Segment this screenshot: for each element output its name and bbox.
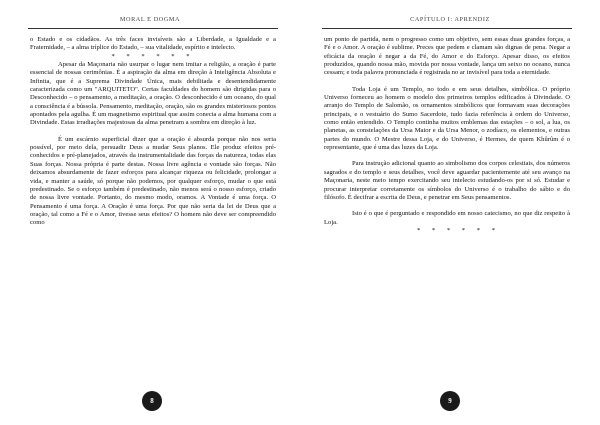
page-number: 9 bbox=[440, 391, 460, 411]
page-body bbox=[30, 36, 276, 228]
paragraph: Para instrução adicional quanto ao simbolismo dos corpos celestiais, dos números sagrados e do templo e seus detalhes, você deve aguardar pacientemente até seu avanço na Maçonaria, neste meio tempo exercitando seu intelecto estudando-os por si só. Estudar e procurar interpretar corretamente os símbolos do Universo é o trabalho do sábio e do filósofo. É decifrar a escrita de Deus, e penetrar em Seus pensamentos. bbox=[324, 160, 570, 201]
paragraph: Isto é o que é perguntado e respondido em nosso catecismo, no que diz respeito à Loja. bbox=[324, 210, 570, 226]
paragraph: Apesar da Maçonaria não usurpar o lugar nem imitar a religião, a oração é parte essencial de nossas cerimônias. É a aspiração da alma em direção à Inteligência Absoluta e Infinita, que é a Suprema Divindade Única, mais debilitada e desentendidamente caracterizada como um "ARQUITETO". Certas faculdades do homem são dirigidas para o Desconhecido – o pensamento, a meditação, a oração. O desconhecido é um oceano, do qual a consciência é a bússola. Pensamento, meditação, oração, são os grandes misteriosos pontos apontados pela agulha. É um magnetismo espiritual que assim conecta a alma humana com a Divindade. Estas irradiações majestosas da alma penetram a sombra em direção à luz. bbox=[30, 61, 276, 127]
section-divider: * * * * * * bbox=[111, 52, 195, 60]
paragraph: É um escárnio superficial dizer que a oração é absurda porque não nos seria possível, por meio dela, persuadir Deus a mudar Seus planos. Ele produz efeitos pré-conhecidos e pré-planejados, através da instrumentalidade das forças da natureza, todas elas Suas forças. Nossa própria é parte destas. Nossa livre agência e vontade são forças. Não deixamos absurdamente de fazer esforços para alcançar riqueza ou felicidade, prolongar a vida, e manter a saúde, só porque não podemos, por qualquer esforço, mudar o que está predestinado. Se o esforço também é predestinado, não menos será o nosso esforço, criado de nossa livre vontade. Portanto, do mesmo modo, oramos. A Vontade é uma força. O Pensamento é uma força. A Oração é uma força. Por que não seria da lei de Deus que a oração, tal como a Fé e o Amor, tivesse seus efeitos? O homem não deve ser compreendido como bbox=[30, 135, 276, 227]
right-page bbox=[300, 0, 600, 425]
running-header: MORAL E DOGMA bbox=[119, 16, 181, 23]
page-body bbox=[324, 36, 570, 235]
paragraph: um ponto de partida, nem o progresso como um objetivo, sem essas duas grandes forças, a Fé e o Amor. A oração é sublime. Preces que pedem e clamam são dignas de pena. Negar a eficácia da oração é negar a da Fé, do Amor e do Esforço. Apesar disso, os efeitos produzidos, quando nossa mão, movida por nossa vontade, lança um seixo no oceano, nunca cessam; e toda palavra pronunciada é registrada no ar invisível para toda a eternidade. bbox=[324, 36, 570, 77]
header-rule bbox=[322, 28, 572, 29]
section-divider: * * * * * * bbox=[416, 226, 500, 234]
page-number: 8 bbox=[142, 391, 162, 411]
paragraph: Toda Loja é um Templo, no todo e em seus detalhes, simbólica. O próprio Universo forneceu ao homem o modelo dos primeiros templos edificados à Divindade. O arranjo do Templo de Salomão, os ornamentos simbólicos que formavam suas decorações principais, e o vestuário do Sumo Sacerdote, tudo fazia referência à ordem do Universo, como então entendido. O Templo continha muitos emblemas das estações – o sol, a lua, os planetas, as constelações da Ursa Maior e da Ursa Menor, o zodíaco, os elementos, e outras partes do mundo. O Mestre dessa Loja, e do Universo, é Hermes, de quem Khûrûm é o representante, que é uma das luzes da Loja. bbox=[324, 85, 570, 152]
running-header: CAPÍTULO I: APRENDIZ bbox=[410, 16, 490, 23]
header-rule bbox=[28, 28, 278, 29]
paragraph: o Estado e os cidadãos. As três faces invisíveis são a Liberdade, a Igualdade e a Fraternidade, – a alma tríplice do Estado, – sua vitalidade, espírito e intelecto. bbox=[30, 36, 276, 52]
